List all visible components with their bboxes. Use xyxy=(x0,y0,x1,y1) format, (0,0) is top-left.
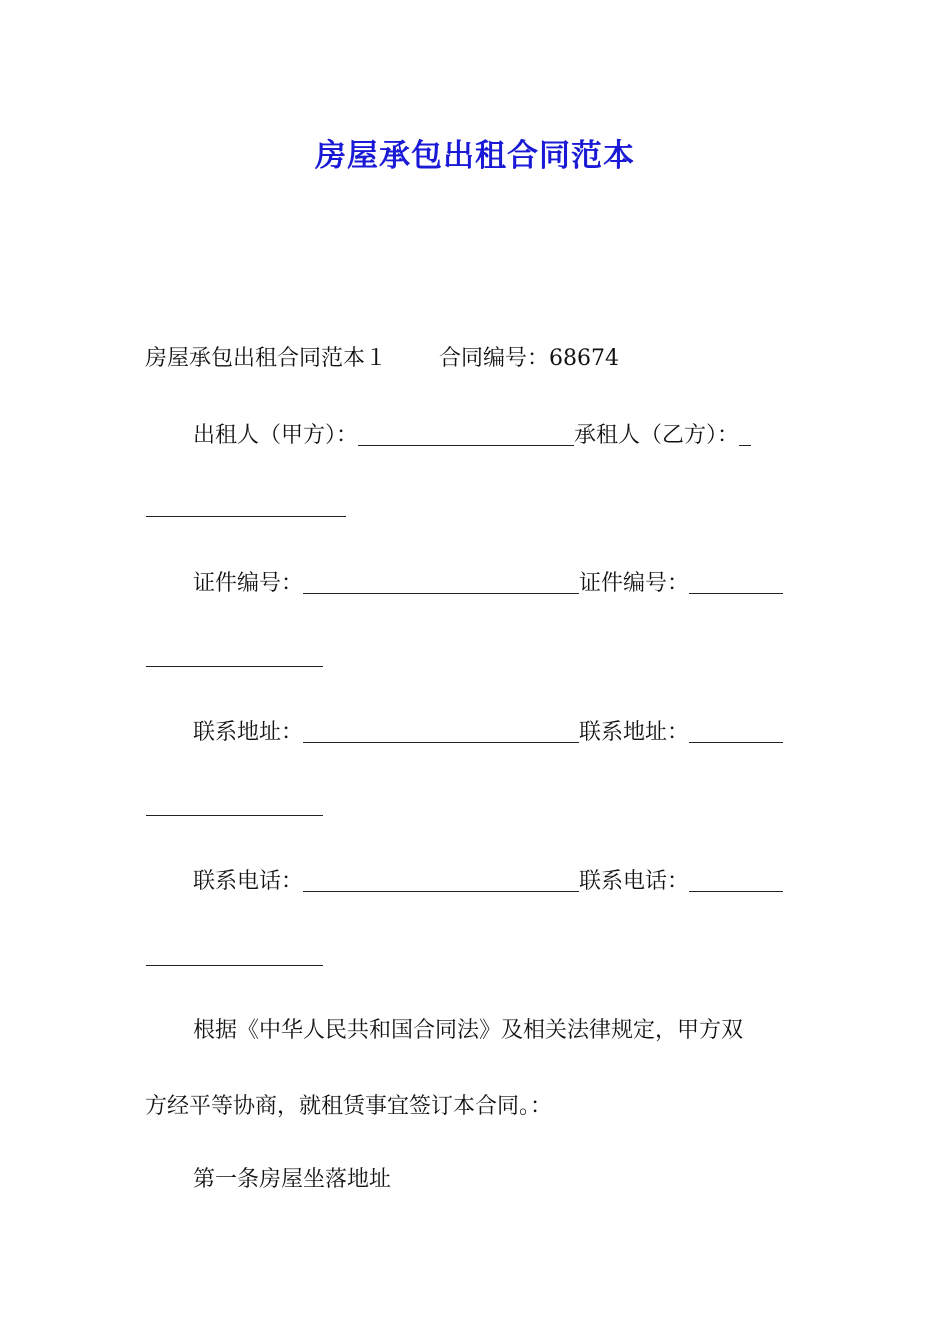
lessor-label: 出租人（甲方）： xyxy=(193,423,359,448)
phone-blank-a[interactable] xyxy=(303,869,579,892)
lessee-label: 承租人（乙方）： xyxy=(574,423,740,448)
contract-header-line xyxy=(145,344,619,374)
id-label-b: 证件编号： xyxy=(579,571,690,596)
address-blank-b-continued[interactable] xyxy=(146,815,323,816)
address-blank-a[interactable] xyxy=(303,720,579,743)
contract-number-label: 合同编号： xyxy=(439,346,550,371)
address-label-a: 联系地址： xyxy=(193,720,304,745)
paragraph-line-2: 方经平等协商，就租赁事宜签订本合同。： xyxy=(145,1094,553,1119)
id-line xyxy=(193,569,783,599)
address-blank-b[interactable] xyxy=(689,720,783,743)
contract-number: 68674 xyxy=(549,346,620,371)
contract-subtitle: 房屋承包出租合同范本１ xyxy=(145,346,388,371)
id-blank-a[interactable] xyxy=(303,571,579,594)
id-blank-b-continued[interactable] xyxy=(146,666,323,667)
phone-label-a: 联系电话： xyxy=(193,869,304,894)
address-label-b: 联系地址： xyxy=(579,720,690,745)
phone-blank-b-continued[interactable] xyxy=(146,965,323,966)
phone-label-b: 联系电话： xyxy=(579,869,690,894)
phone-line xyxy=(193,867,783,897)
lessee-blank-continued[interactable] xyxy=(146,516,346,517)
document-title: 房屋承包出租合同范本 xyxy=(315,138,635,174)
article-1-heading: 第一条房屋坐落地址 xyxy=(193,1167,392,1192)
id-blank-b[interactable] xyxy=(689,571,783,594)
lessor-blank[interactable] xyxy=(358,423,574,446)
paragraph-line-1: 根据《中华人民共和国合同法》及相关法律规定，甲方双 xyxy=(193,1018,744,1043)
phone-blank-b[interactable] xyxy=(689,869,783,892)
lessee-blank[interactable] xyxy=(739,423,751,446)
address-line xyxy=(193,718,783,748)
party-line xyxy=(193,421,751,451)
id-label-a: 证件编号： xyxy=(193,571,304,596)
